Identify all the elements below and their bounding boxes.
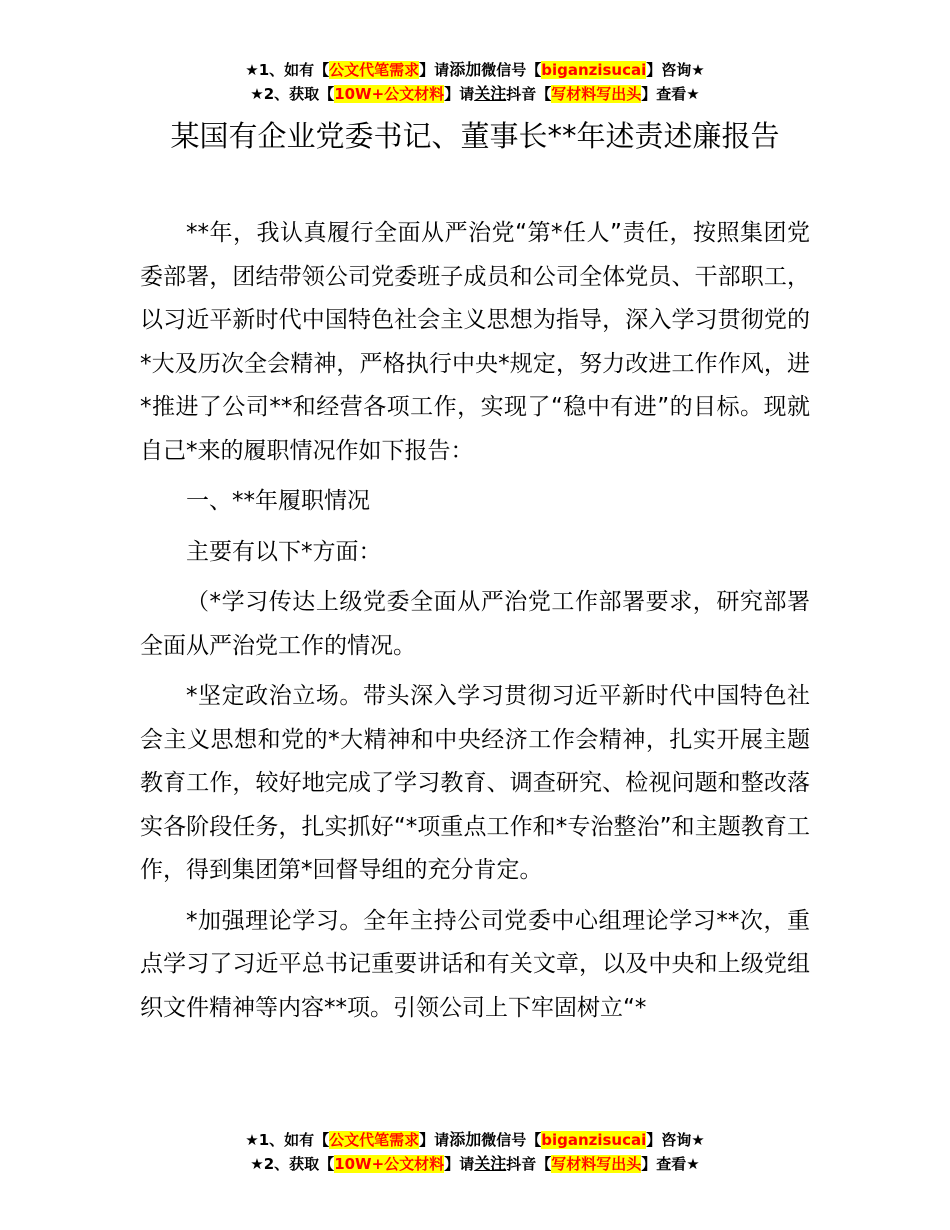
header-banner (0, 58, 950, 106)
banner-highlight: 公文代笔需求 (329, 61, 420, 79)
paragraph: 主要有以下*方面： (186, 538, 382, 565)
banner-text: 抖音【 (506, 1155, 552, 1173)
banner-text: ★2、获取【 (250, 85, 335, 103)
banner-text: 】请 (444, 1155, 475, 1173)
banner-line-2 (0, 82, 950, 106)
banner-emphasis: 添加 (449, 60, 482, 79)
banner-highlight: biganzisucai (541, 61, 647, 79)
subsection-heading: （*学习传达上级党委全面从严治党工作部署要求，研究部署全面从严治党工作的情况。 (140, 589, 810, 659)
banner-line-1 (0, 58, 950, 82)
banner-line-2 (0, 1152, 950, 1176)
banner-text: ★1、如有【 (245, 1131, 330, 1149)
paragraph: *坚定政治立场。带头深入学习贯彻习近平新时代中国特色社会主义思想和党的*大精神和中央经济工作会精神，扎实开展主题教育工作，较好地完成了学习教育、调查研究、检视问题和整改落实各阶段任务，扎实抓好“*项重点工作和*专治整治”和主题教育工作，得到集团第*回督导组的充分肯定。 (140, 683, 810, 883)
paragraph: **年，我认真履行全面从严治党“第*任人”责任，按照集团党委部署，团结带领公司党委班子成员和公司全体党员、干部职工，以习近平新时代中国特色社会主义思想为指导，深入学习贯彻党的*大及历次全会精神，严格执行中央*规定，努力改进工作作风，进*推进了公司**和经营各项工作，实现了“稳中有进”的目标。现就自己*来的履职情况作如下报告： (140, 220, 810, 464)
banner-text: 】查看★ (641, 85, 700, 103)
banner-highlight: 10W+公文材料 (334, 1155, 445, 1173)
banner-highlight: biganzisucai (541, 1131, 647, 1149)
banner-text: 微信号【 (481, 1131, 542, 1149)
document-body (140, 212, 810, 1037)
document-title: 某国有企业党委书记、董事长**年述责述廉报告 (170, 119, 780, 153)
banner-text: 】请 (419, 1131, 450, 1149)
banner-text: 抖音【 (506, 85, 552, 103)
footer-banner (0, 1128, 950, 1176)
banner-text: 】请 (444, 85, 475, 103)
banner-text: 】咨询★ (646, 61, 705, 79)
banner-highlight: 10W+公文材料 (334, 85, 445, 103)
banner-highlight: 写材料写出头 (551, 85, 642, 103)
banner-line-1 (0, 1128, 950, 1152)
banner-emphasis: 关注 (474, 84, 507, 103)
banner-emphasis: 添加 (449, 1130, 482, 1149)
banner-text: 】查看★ (641, 1155, 700, 1173)
paragraph: *加强理论学习。全年主持公司党委中心组理论学习**次，重点学习了习近平总书记重要讲话和有关文章，以及中央和上级党组织文件精神等内容**项。引领公司上下牢固树立“* (140, 907, 810, 1021)
section-heading: 一、**年履职情况 (186, 488, 370, 514)
banner-text: 微信号【 (481, 61, 542, 79)
banner-highlight: 写材料写出头 (551, 1155, 642, 1173)
banner-text: 】咨询★ (646, 1131, 705, 1149)
banner-text: ★1、如有【 (245, 61, 330, 79)
banner-text: 】请 (419, 61, 450, 79)
banner-highlight: 公文代笔需求 (329, 1131, 420, 1149)
banner-text: ★2、获取【 (250, 1155, 335, 1173)
banner-emphasis: 关注 (474, 1154, 507, 1173)
